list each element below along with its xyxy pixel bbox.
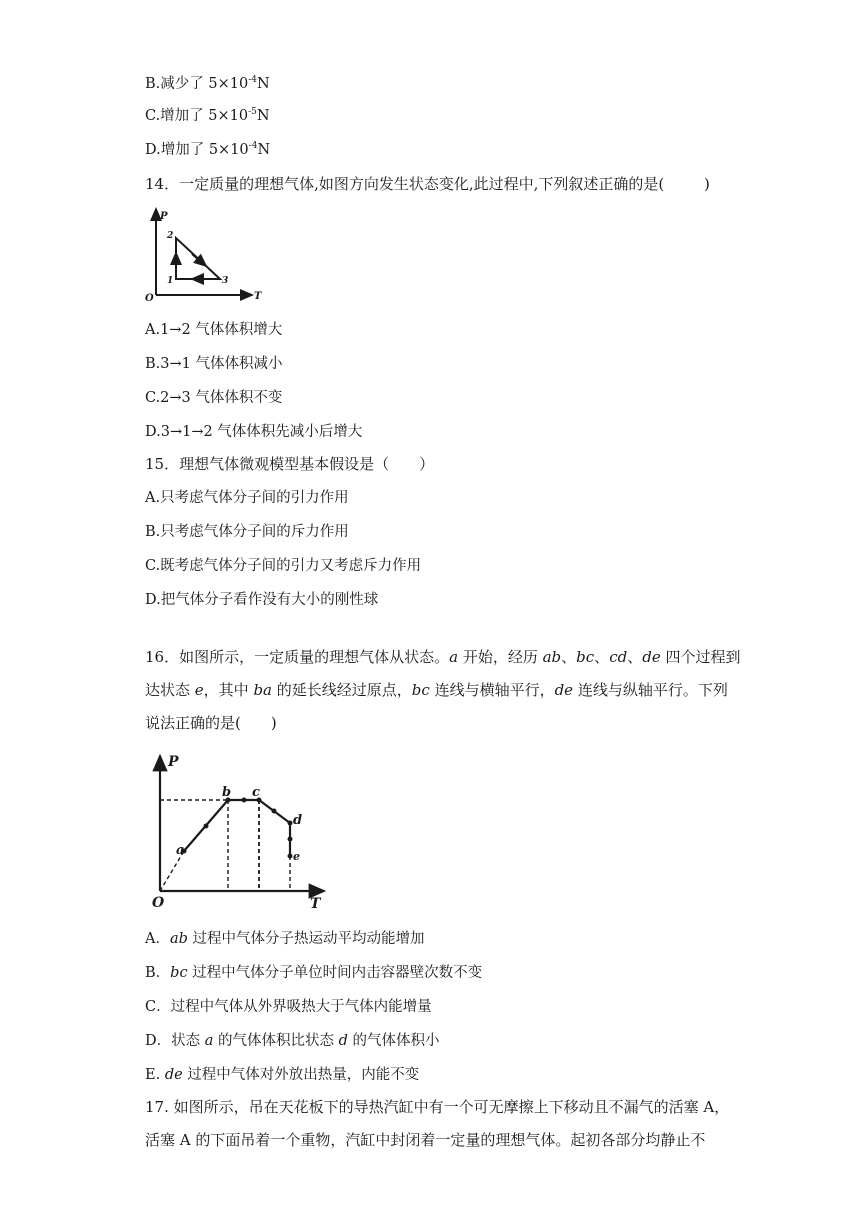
q16-l2-t6: 连线与横轴平行，: [429, 681, 555, 699]
q16-l1-bc: bc: [576, 648, 595, 666]
q16-stem-line2: [145, 680, 728, 700]
q14-label-x: T: [254, 291, 262, 302]
q14-option-d: D.3→1→2 气体体积先减小后增大: [145, 424, 363, 440]
q16-label-c: c: [252, 785, 260, 800]
q16-label-d: d: [293, 813, 303, 828]
q13-option-c-exponent: -5: [248, 107, 257, 117]
q16-process-path: [184, 800, 290, 856]
q13-option-c-text: C.增加了 5×10: [145, 108, 249, 124]
q16-od-d: d: [338, 1033, 348, 1049]
q16-label-a: a: [176, 843, 185, 858]
q15-option-b: B.只考虑气体分子间的斥力作用: [145, 524, 349, 540]
q16-option-e: [145, 1065, 419, 1085]
q16-od-a: a: [204, 1033, 214, 1049]
q16-od-t2: 的气体体积比状态: [213, 1033, 339, 1049]
q16-od-t0: D．状态: [145, 1033, 205, 1049]
q16-option-b: [145, 963, 482, 983]
q16-oa-t2: 过程中气体分子热运动平均动能增加: [187, 931, 425, 947]
q16-l2-t8: 连线与纵轴平行。下列: [573, 681, 728, 699]
q16-ob-bc: bc: [170, 965, 188, 981]
q14-arrow-2-3: [192, 254, 206, 266]
q16-l1-a: a: [449, 648, 459, 666]
q15-option-d: D.把气体分子看作没有大小的刚性球: [145, 592, 379, 608]
q14-option-a: A.1→2 气体体积增大: [145, 322, 283, 338]
q16-point-bc-mid: [242, 798, 247, 803]
q16-l1-ab: ab: [542, 648, 562, 666]
q16-option-a: [145, 929, 425, 949]
q16-l2-bc: bc: [411, 681, 430, 699]
q16-l1-cd: cd: [609, 648, 628, 666]
q17-stem-line2: 活塞 A 的下面吊着一个重物，汽缸中封闭着一定量的理想气体。起初各部分均静止不: [145, 1131, 706, 1149]
q16-label-e: e: [293, 850, 300, 863]
q16-stem-line1: [145, 647, 740, 667]
q17-stem-line1: 17. 如图所示，吊在天花板下的导热汽缸中有一个可无摩擦上下移动且不漏气的活塞 A，: [145, 1098, 730, 1116]
q13-option-b-unit: N: [256, 76, 270, 92]
q16-oe-de: de: [164, 1067, 183, 1083]
q14-option-b: B.3→1 气体体积减小: [145, 356, 283, 372]
q16-l1-t2: 开始，经历: [458, 648, 543, 666]
q14-stem-text: 14．一定质量的理想气体,如图方向发生状态变化,此过程中,下列叙述正确的是(: [145, 175, 665, 193]
q13-option-c: [145, 106, 270, 126]
q15-option-a: A.只考虑气体分子间的引力作用: [145, 490, 349, 506]
q14-stem: [145, 174, 664, 194]
q13-option-b-exponent: -4: [248, 75, 257, 85]
q16-oa-ab: ab: [169, 931, 188, 947]
q16-point-cd-mid: [272, 809, 277, 814]
q14-label-origin: O: [145, 293, 154, 304]
q16-ob-t2: 过程中气体分子单位时间内击容器壁次数不变: [187, 965, 483, 981]
q16-pt-diagram: [148, 748, 338, 913]
q14-pt-diagram: [140, 203, 270, 303]
q16-ob-t0: B．: [145, 965, 171, 981]
q16-l2-t0: 达状态: [145, 681, 195, 699]
q16-l1-t0: 16．如图所示，一定质量的理想气体从状态。: [145, 648, 450, 666]
q16-l2-e: e: [194, 681, 204, 699]
q13-option-d-unit: N: [257, 142, 271, 158]
q15-option-c: C.既考虑气体分子间的引力又考虑斥力作用: [145, 558, 422, 574]
q16-label-origin: O: [152, 895, 165, 911]
q16-stem-line3: 说法正确的是( ): [145, 714, 277, 732]
q15-stem: 15．理想气体微观模型基本假设是（ ）: [145, 455, 435, 473]
q14-label-1: 1: [167, 276, 174, 286]
q16-l1-t8: 、: [627, 648, 643, 666]
q16-l1-t6: 、: [594, 648, 610, 666]
q14-label-y: P: [160, 211, 168, 222]
q14-paren-close: ): [704, 175, 710, 193]
q16-point-d: [288, 821, 293, 826]
q16-oe-t2: 过程中气体对外放出热量，内能不变: [182, 1067, 420, 1083]
q13-option-c-unit: N: [256, 108, 270, 124]
q16-od-t4: 的气体体积小: [347, 1033, 440, 1049]
q16-l2-ba: ba: [253, 681, 272, 699]
q16-point-de-mid: [288, 837, 293, 842]
q16-l2-de: de: [554, 681, 574, 699]
q16-label-y: P: [168, 754, 179, 770]
q16-option-d: [145, 1031, 440, 1051]
q16-oa-t0: A．: [145, 931, 170, 947]
q13-option-d-text: D.增加了 5×10: [145, 142, 249, 158]
q14-label-2: 2: [167, 231, 174, 241]
q16-l1-t4: 、: [561, 648, 577, 666]
q14-label-3: 3: [222, 276, 229, 286]
q16-l2-t4: 的延长线经过原点，: [272, 681, 412, 699]
q16-oe-t0: E.: [145, 1067, 165, 1083]
q13-option-b: [145, 74, 270, 94]
q16-l1-de: de: [642, 648, 661, 666]
q13-option-b-text: B.减少了 5×10: [145, 76, 249, 92]
q16-label-b: b: [222, 785, 232, 800]
q14-option-c: C.2→3 气体体积不变: [145, 390, 283, 406]
q13-option-d: [145, 140, 270, 160]
q16-l1-t10: 四个过程到: [660, 648, 741, 666]
q16-point-ab-mid: [204, 824, 209, 829]
q16-l2-t2: ，其中: [203, 681, 254, 699]
q16-option-c: C．过程中气体从外界吸热大于气体内能增量: [145, 999, 432, 1015]
q13-option-d-exponent: -4: [248, 141, 258, 151]
q16-label-x: T: [310, 896, 321, 912]
q16-point-e: [288, 854, 293, 859]
